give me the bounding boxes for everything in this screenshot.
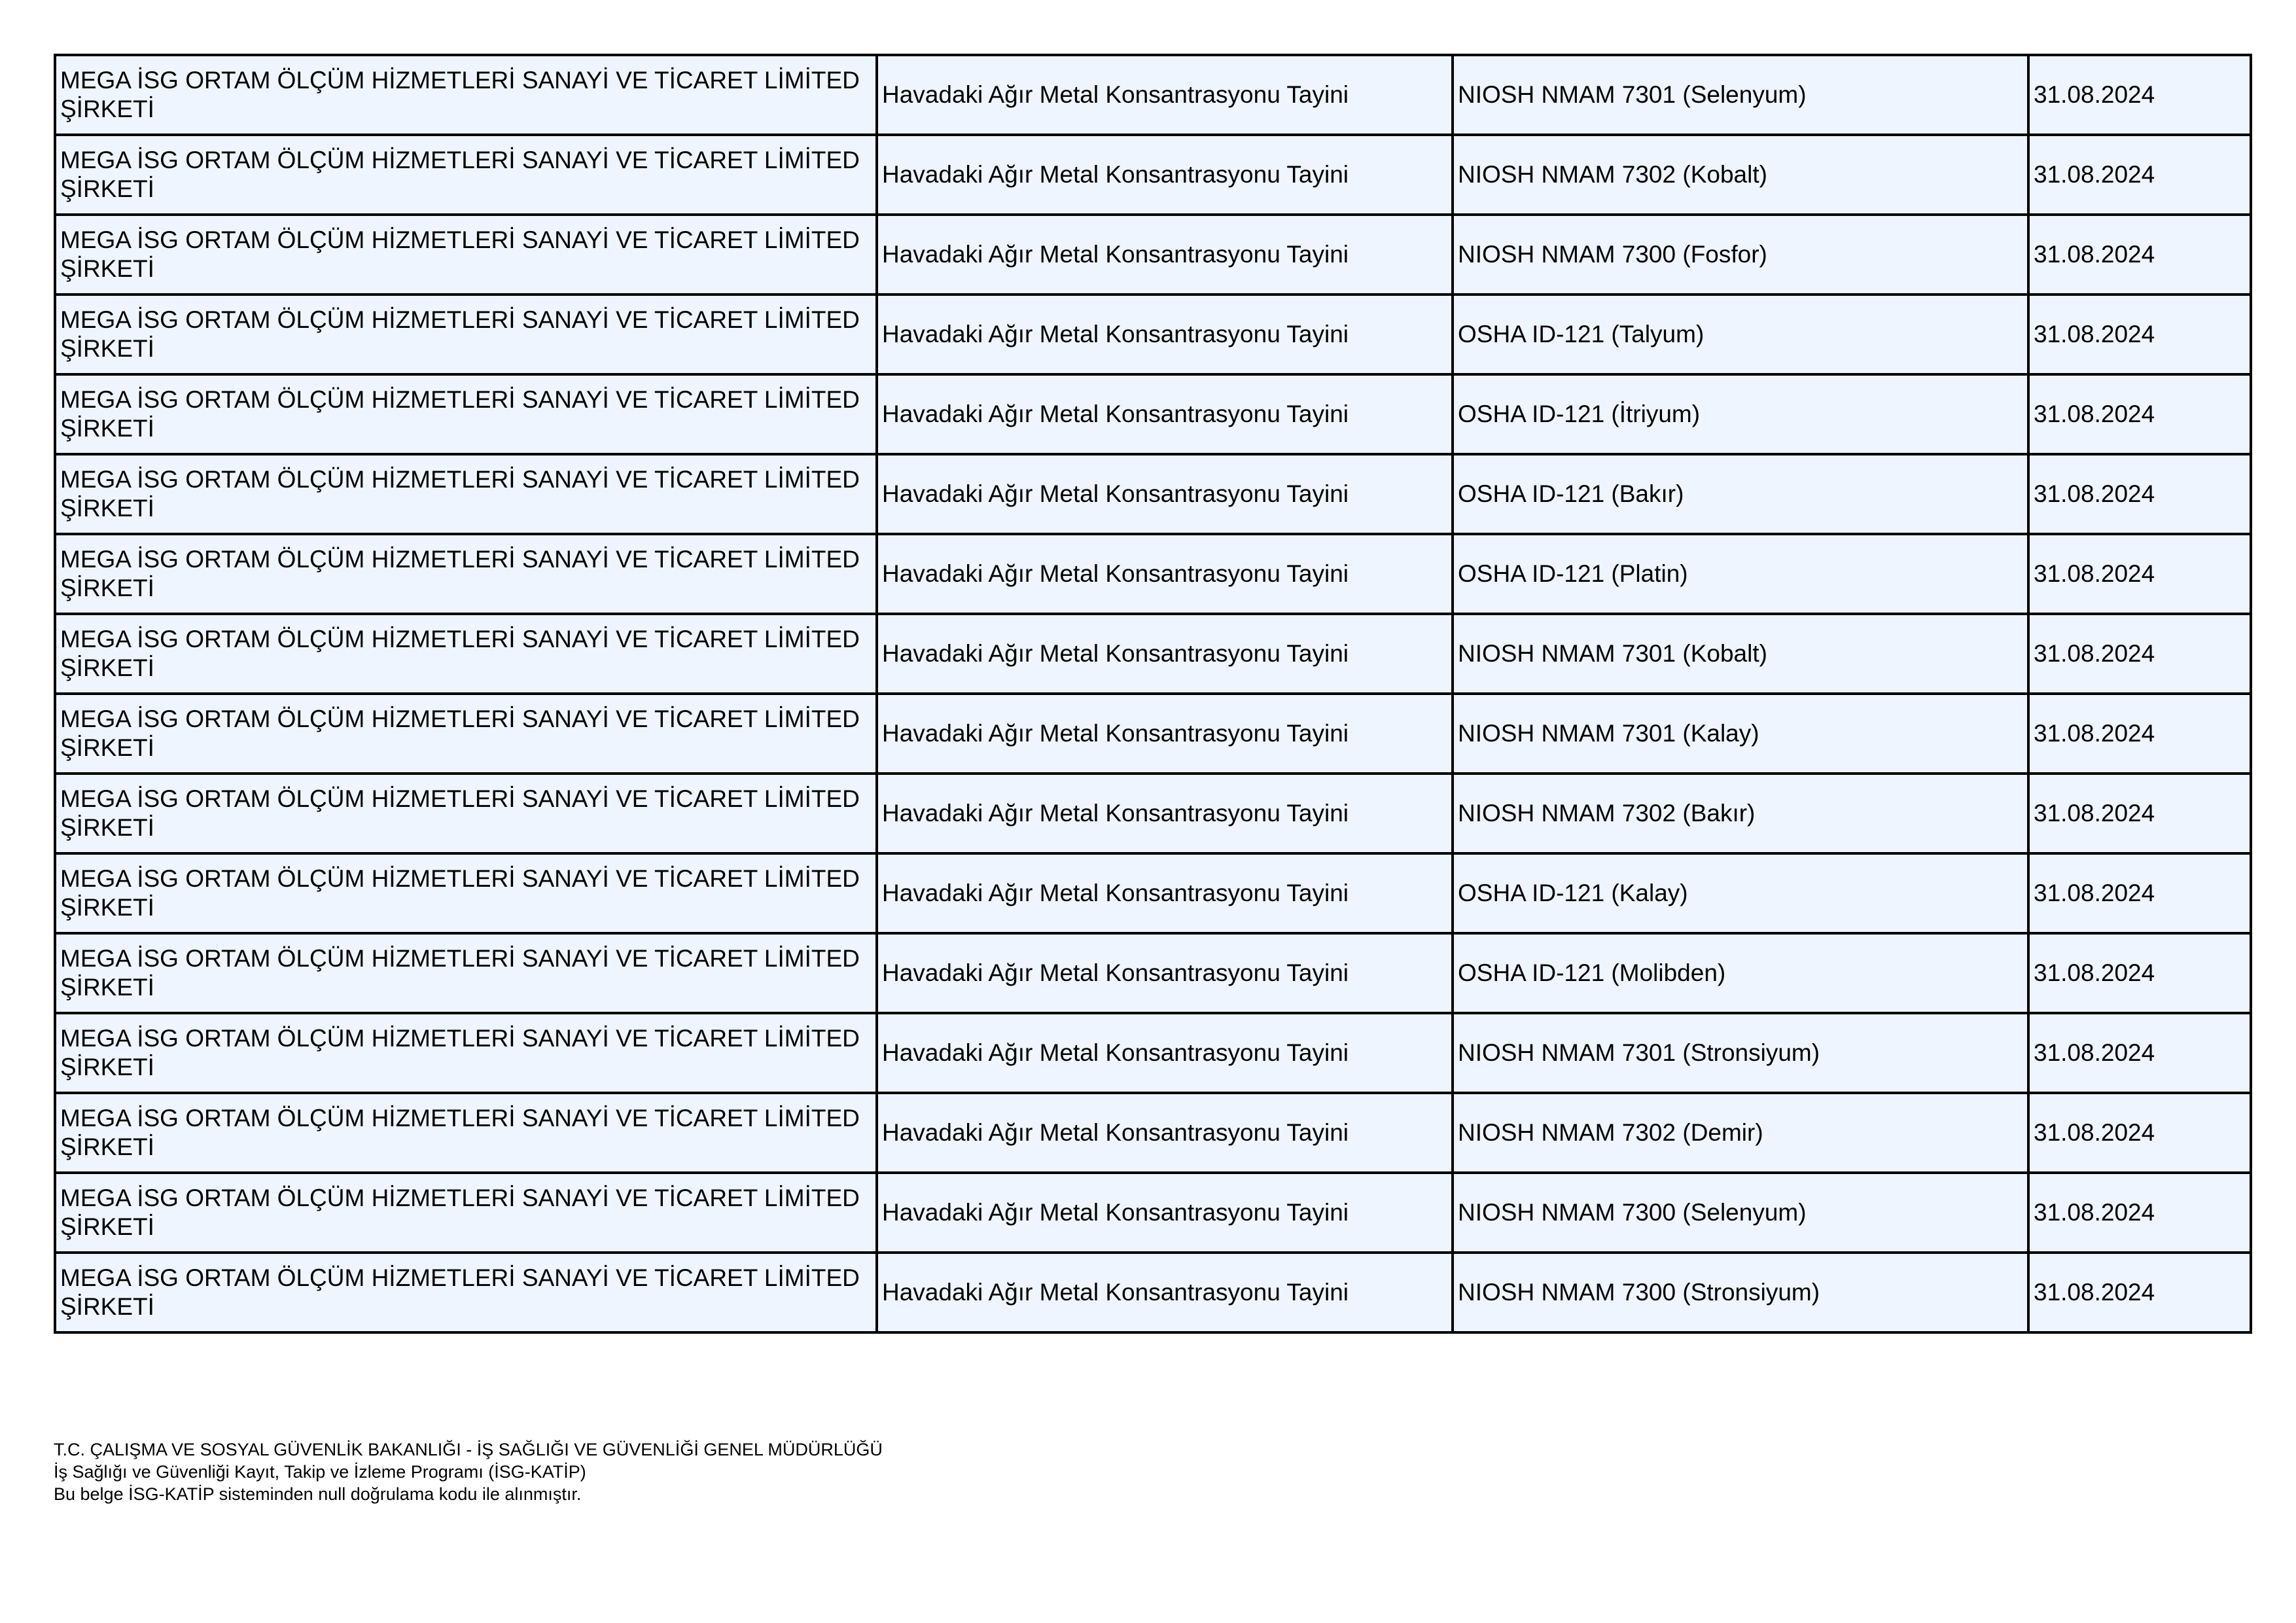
table-row xyxy=(55,614,2251,694)
table-row xyxy=(55,55,2251,135)
cell-date: 31.08.2024 xyxy=(2028,215,2251,294)
cell-service: Havadaki Ağır Metal Konsantrasyonu Tayini xyxy=(877,135,1453,215)
cell-service: Havadaki Ağır Metal Konsantrasyonu Tayini xyxy=(877,294,1453,374)
cell-service: Havadaki Ağır Metal Konsantrasyonu Tayini xyxy=(877,534,1453,614)
cell-date: 31.08.2024 xyxy=(2028,1013,2251,1093)
document-footer xyxy=(54,1438,1362,1505)
cell-date: 31.08.2024 xyxy=(2028,933,2251,1013)
cell-service: Havadaki Ağır Metal Konsantrasyonu Tayini xyxy=(877,1013,1453,1093)
cell-service: Havadaki Ağır Metal Konsantrasyonu Tayini xyxy=(877,1173,1453,1253)
footer-ministry: T.C. ÇALIŞMA VE SOSYAL GÜVENLİK BAKANLIĞI - İŞ SAĞLIĞI VE GÜVENLİĞİ GENEL MÜDÜRLÜĞÜ xyxy=(54,1440,883,1459)
cell-service: Havadaki Ağır Metal Konsantrasyonu Tayini xyxy=(877,774,1453,853)
cell-date: 31.08.2024 xyxy=(2028,614,2251,694)
cell-date: 31.08.2024 xyxy=(2028,1253,2251,1332)
cell-company: MEGA İSG ORTAM ÖLÇÜM HİZMETLERİ SANAYİ VE TİCARET LİMİTED ŞİRKETİ xyxy=(55,374,877,454)
cell-date: 31.08.2024 xyxy=(2028,55,2251,135)
cell-company: MEGA İSG ORTAM ÖLÇÜM HİZMETLERİ SANAYİ VE TİCARET LİMİTED ŞİRKETİ xyxy=(55,933,877,1013)
table-row xyxy=(55,135,2251,215)
table-row xyxy=(55,1173,2251,1253)
cell-date: 31.08.2024 xyxy=(2028,294,2251,374)
cell-company: MEGA İSG ORTAM ÖLÇÜM HİZMETLERİ SANAYİ VE TİCARET LİMİTED ŞİRKETİ xyxy=(55,294,877,374)
cell-date: 31.08.2024 xyxy=(2028,694,2251,774)
cell-company: MEGA İSG ORTAM ÖLÇÜM HİZMETLERİ SANAYİ VE TİCARET LİMİTED ŞİRKETİ xyxy=(55,614,877,694)
cell-company: MEGA İSG ORTAM ÖLÇÜM HİZMETLERİ SANAYİ VE TİCARET LİMİTED ŞİRKETİ xyxy=(55,694,877,774)
cell-company: MEGA İSG ORTAM ÖLÇÜM HİZMETLERİ SANAYİ VE TİCARET LİMİTED ŞİRKETİ xyxy=(55,853,877,933)
footer-program: İş Sağlığı ve Güvenliği Kayıt, Takip ve İzleme Programı (İSG-KATİP) xyxy=(54,1462,586,1482)
cell-company: MEGA İSG ORTAM ÖLÇÜM HİZMETLERİ SANAYİ VE TİCARET LİMİTED ŞİRKETİ xyxy=(55,1253,877,1332)
records-table-body xyxy=(55,55,2251,1332)
table-row xyxy=(55,1093,2251,1173)
cell-method: NIOSH NMAM 7301 (Selenyum) xyxy=(1453,55,2028,135)
cell-company: MEGA İSG ORTAM ÖLÇÜM HİZMETLERİ SANAYİ VE TİCARET LİMİTED ŞİRKETİ xyxy=(55,1013,877,1093)
table-row xyxy=(55,774,2251,853)
cell-method: NIOSH NMAM 7302 (Demir) xyxy=(1453,1093,2028,1173)
cell-date: 31.08.2024 xyxy=(2028,534,2251,614)
cell-service: Havadaki Ağır Metal Konsantrasyonu Tayini xyxy=(877,1253,1453,1332)
cell-company: MEGA İSG ORTAM ÖLÇÜM HİZMETLERİ SANAYİ VE TİCARET LİMİTED ŞİRKETİ xyxy=(55,1173,877,1253)
cell-method: NIOSH NMAM 7301 (Stronsiyum) xyxy=(1453,1013,2028,1093)
cell-company: MEGA İSG ORTAM ÖLÇÜM HİZMETLERİ SANAYİ VE TİCARET LİMİTED ŞİRKETİ xyxy=(55,454,877,534)
cell-date: 31.08.2024 xyxy=(2028,853,2251,933)
table-row xyxy=(55,1253,2251,1332)
cell-service: Havadaki Ağır Metal Konsantrasyonu Tayini xyxy=(877,614,1453,694)
cell-company: MEGA İSG ORTAM ÖLÇÜM HİZMETLERİ SANAYİ VE TİCARET LİMİTED ŞİRKETİ xyxy=(55,135,877,215)
cell-service: Havadaki Ağır Metal Konsantrasyonu Tayini xyxy=(877,374,1453,454)
cell-method: NIOSH NMAM 7301 (Kalay) xyxy=(1453,694,2028,774)
cell-service: Havadaki Ağır Metal Konsantrasyonu Tayini xyxy=(877,853,1453,933)
cell-service: Havadaki Ağır Metal Konsantrasyonu Tayini xyxy=(877,694,1453,774)
cell-method: OSHA ID-121 (Kalay) xyxy=(1453,853,2028,933)
cell-method: OSHA ID-121 (Talyum) xyxy=(1453,294,2028,374)
cell-company: MEGA İSG ORTAM ÖLÇÜM HİZMETLERİ SANAYİ VE TİCARET LİMİTED ŞİRKETİ xyxy=(55,534,877,614)
cell-company: MEGA İSG ORTAM ÖLÇÜM HİZMETLERİ SANAYİ VE TİCARET LİMİTED ŞİRKETİ xyxy=(55,55,877,135)
cell-company: MEGA İSG ORTAM ÖLÇÜM HİZMETLERİ SANAYİ VE TİCARET LİMİTED ŞİRKETİ xyxy=(55,215,877,294)
cell-service: Havadaki Ağır Metal Konsantrasyonu Tayini xyxy=(877,454,1453,534)
cell-method: NIOSH NMAM 7302 (Kobalt) xyxy=(1453,135,2028,215)
table-row xyxy=(55,933,2251,1013)
footer-note: Bu belge İSG-KATİP sisteminden null doğrulama kodu ile alınmıştır. xyxy=(54,1484,582,1504)
cell-method: NIOSH NMAM 7300 (Stronsiyum) xyxy=(1453,1253,2028,1332)
cell-method: NIOSH NMAM 7300 (Selenyum) xyxy=(1453,1173,2028,1253)
cell-method: NIOSH NMAM 7301 (Kobalt) xyxy=(1453,614,2028,694)
cell-service: Havadaki Ağır Metal Konsantrasyonu Tayini xyxy=(877,215,1453,294)
cell-company: MEGA İSG ORTAM ÖLÇÜM HİZMETLERİ SANAYİ VE TİCARET LİMİTED ŞİRKETİ xyxy=(55,1093,877,1173)
cell-method: NIOSH NMAM 7300 (Fosfor) xyxy=(1453,215,2028,294)
cell-method: NIOSH NMAM 7302 (Bakır) xyxy=(1453,774,2028,853)
table-row xyxy=(55,853,2251,933)
cell-method: OSHA ID-121 (İtriyum) xyxy=(1453,374,2028,454)
table-row xyxy=(55,534,2251,614)
cell-date: 31.08.2024 xyxy=(2028,374,2251,454)
cell-date: 31.08.2024 xyxy=(2028,1173,2251,1253)
cell-service: Havadaki Ağır Metal Konsantrasyonu Tayini xyxy=(877,933,1453,1013)
cell-date: 31.08.2024 xyxy=(2028,1093,2251,1173)
cell-date: 31.08.2024 xyxy=(2028,135,2251,215)
records-table xyxy=(54,54,2252,1334)
table-row xyxy=(55,454,2251,534)
cell-date: 31.08.2024 xyxy=(2028,454,2251,534)
cell-method: OSHA ID-121 (Bakır) xyxy=(1453,454,2028,534)
document-sheet xyxy=(54,54,2250,1334)
cell-company: MEGA İSG ORTAM ÖLÇÜM HİZMETLERİ SANAYİ VE TİCARET LİMİTED ŞİRKETİ xyxy=(55,774,877,853)
table-row xyxy=(55,1013,2251,1093)
cell-service: Havadaki Ağır Metal Konsantrasyonu Tayini xyxy=(877,1093,1453,1173)
table-row xyxy=(55,694,2251,774)
table-row xyxy=(55,215,2251,294)
cell-service: Havadaki Ağır Metal Konsantrasyonu Tayini xyxy=(877,55,1453,135)
table-row xyxy=(55,374,2251,454)
cell-method: OSHA ID-121 (Platin) xyxy=(1453,534,2028,614)
table-row xyxy=(55,294,2251,374)
cell-method: OSHA ID-121 (Molibden) xyxy=(1453,933,2028,1013)
cell-date: 31.08.2024 xyxy=(2028,774,2251,853)
